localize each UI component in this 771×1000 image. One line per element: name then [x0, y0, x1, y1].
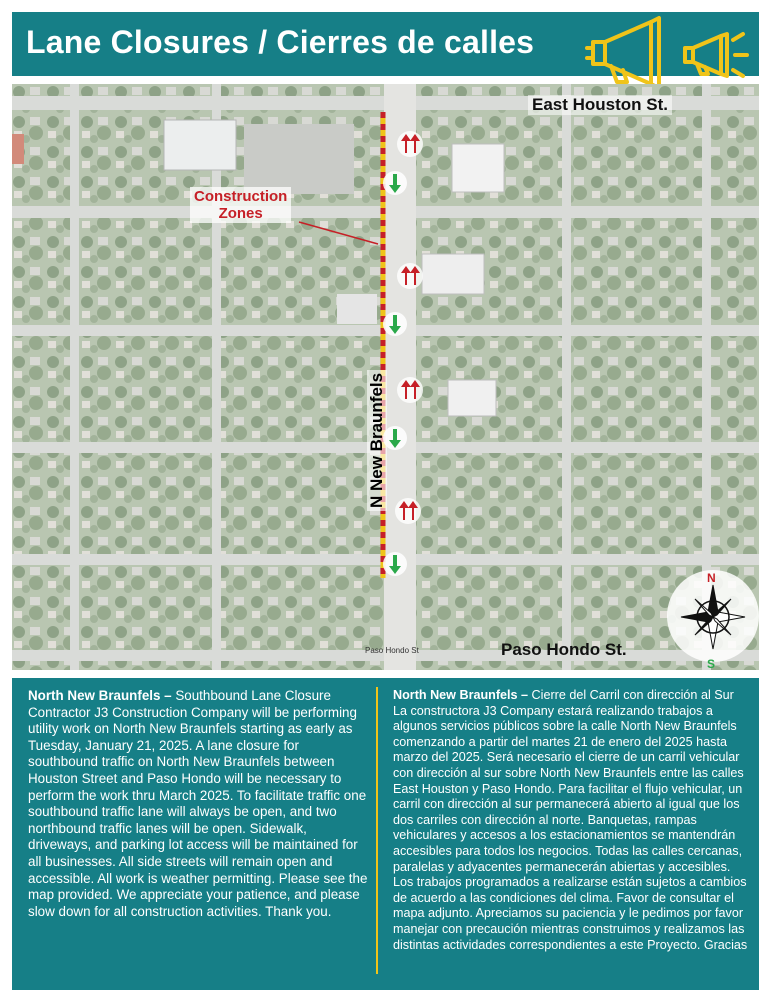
compass-south-label: S — [707, 657, 716, 670]
street-label-paso-hondo: Paso Hondo St. — [501, 640, 627, 659]
english-body: Southbound Lane Closure Contractor J3 Construction Company will be performing utility work on North New Braunfels starting as early as Tuesday, January 21, 2025. A lane closure for southbound traffic on North New Braunfels between Houston Street and Paso Hondo will be necessary to perform the work thru March 2025. To facilitate traffic one southbound traffic lane will always be open, and two northbound traffic lanes will be open. Sidewalk, driveways, and parking lot access will be maintained for all businesses. All side streets will remain open and accessible. All work is weather permitting. Please see the map provided. We appreciate your patience, and please slow down for all construction activities. Thank you. — [28, 688, 368, 919]
english-heading: North New Braunfels – — [28, 688, 172, 703]
title-banner — [12, 12, 759, 76]
street-label-east-houston: East Houston St. — [528, 95, 672, 115]
street-label-n-new-braunfels: N New Braunfels — [367, 370, 387, 511]
english-notice — [28, 688, 368, 920]
spanish-body: Cierre del Carril con dirección al Sur La constructora J3 Company estará realizando trabajos a algunos servicios públicos sobre la calle North New Braunfels comenzando a partir del martes 21 de enero del 2025 hasta marzo del 2025. Será necesario el cierre de un carril vehicular con dirección al sur sobre North New Braunfels entre las calles East Houston y Paso Hondo. Para facilitar el flujo vehicular, un carril con dirección al sur permanecerá abierto al igual que los dos carriles con dirección al norte. Banquetas, rampas vehiculares y accesos a los estacionamientos se mantendrán accesibles para todos los negocios. Todas las calles cercanas, paralelas y adyacentes permanecerán abiertas y accesibles. Los trabajos programados a realizarse están sujetos a cambios de acuerdo a las condiciones del clima. Favor de consultar el mapa adjunto. Apreciamos su paciencia y le pedimos por favor manejar con precaución mientras construimos y realizamos las distintas actividades correspondientes a este Proyecto. Gracias — [393, 688, 748, 952]
spanish-heading: North New Braunfels – — [393, 688, 529, 702]
column-divider — [376, 687, 378, 974]
construction-zones-label — [190, 187, 291, 223]
street-label-paso-hondo-small: Paso Hondo St — [365, 646, 419, 655]
construction-label-line1: Construction — [194, 188, 288, 205]
info-panel — [12, 678, 759, 990]
construction-label-line2: Zones — [218, 205, 263, 222]
megaphone-icon — [581, 12, 751, 90]
page-title: Lane Closures / Cierres de calles — [26, 24, 535, 60]
compass-rose-icon — [677, 581, 749, 653]
compass-north-label: N — [707, 571, 716, 585]
map-aerial — [12, 84, 759, 670]
spanish-notice — [393, 688, 749, 953]
